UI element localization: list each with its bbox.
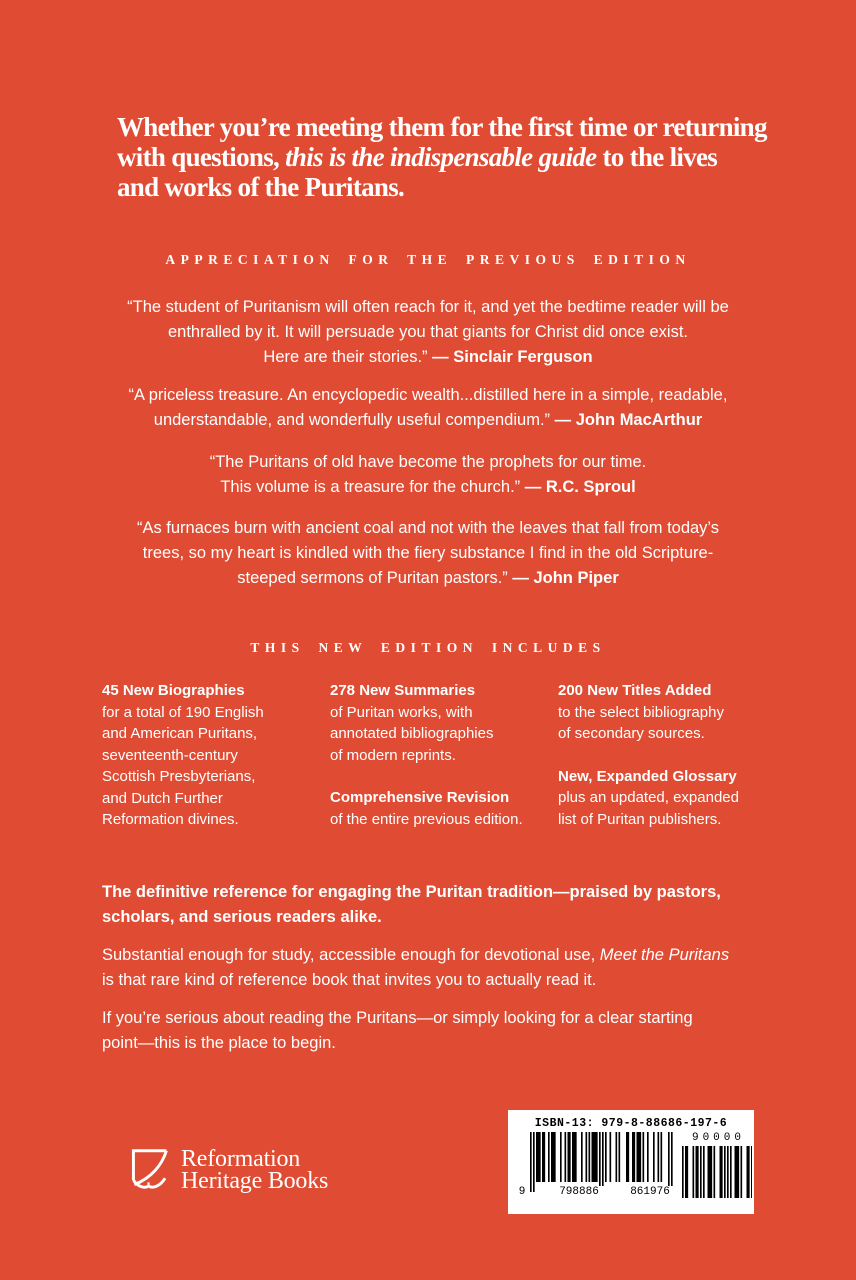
open-book-icon: [127, 1146, 171, 1194]
paragraph-text: Substantial enough for study, accessible enough for devotional use,: [102, 946, 600, 964]
barcode-digit-group: 9: [518, 1186, 526, 1198]
feature-line: of the entire previous edition.: [330, 810, 523, 828]
feature-item: [102, 680, 330, 831]
quote-attribution: — R.C. Sproul: [524, 478, 636, 496]
feature-line: and Dutch Further: [102, 789, 223, 807]
publisher-logo: [127, 1146, 328, 1194]
paragraph-line: [102, 943, 729, 968]
feature-line: annotated bibliographies: [330, 725, 494, 742]
column-new-titles: [558, 680, 768, 831]
quote-line: [0, 566, 856, 591]
addon-price-code: 90000: [691, 1132, 745, 1144]
quote-line: “As furnaces burn with ancient coal and not with the leaves that fall from today’s: [136, 519, 720, 537]
quote-text: understandable, and wonderfully useful compendium.”: [153, 411, 555, 429]
publisher-name-line: Reformation: [181, 1146, 301, 1172]
quote-line: [0, 345, 856, 370]
quote-line: enthralled by it. It will persuade you that giants for Christ did once exist.: [167, 323, 689, 341]
feature-line: list of Puritan publishers.: [558, 810, 722, 828]
quote-line: trees, so my heart is kindled with the fiery substance I find in the old Scripture-: [142, 544, 714, 562]
quote-attribution: — John MacArthur: [554, 411, 703, 429]
paragraph-line: The definitive reference for engaging the Puritan tradition—praised by pastors,: [102, 883, 721, 901]
quote-text: Here are their stories.”: [263, 348, 433, 366]
feature-line: to the select bibliography: [558, 703, 724, 721]
publisher-name: [181, 1148, 328, 1192]
quote-text: steeped sermons of Puritan pastors.”: [237, 569, 513, 587]
feature-line: plus an updated, expanded: [558, 789, 739, 806]
feature-line: Scottish Presbyterians,: [102, 768, 256, 785]
feature-line: of modern reprints.: [330, 746, 456, 764]
quote-attribution: — Sinclair Ferguson: [432, 348, 593, 366]
feature-title: 278 New Summaries: [330, 682, 476, 699]
feature-title: 200 New Titles Added: [558, 682, 712, 699]
publisher-name-line: Heritage Books: [181, 1168, 329, 1194]
quote-text: This volume is a treasure for the church.”: [220, 478, 525, 496]
quote-line: [0, 408, 856, 433]
barcode-panel: [508, 1110, 754, 1214]
headline-text: with questions,: [117, 142, 286, 172]
feature-line: for a total of 190 English: [102, 703, 264, 721]
feature-line: of secondary sources.: [558, 725, 705, 742]
quote-attribution: — John Piper: [512, 569, 619, 587]
quote-sinclair-ferguson: [0, 295, 856, 370]
headline-line: Whether you’re meeting them for the first time or returning: [117, 112, 767, 142]
quote-line: “The Puritans of old have become the prophets for our time.: [209, 453, 647, 471]
headline: [117, 112, 767, 202]
column-new-biographies: [102, 680, 330, 831]
new-edition-columns: [102, 680, 768, 831]
quote-line: “A priceless treasure. An encyclopedic wealth...distilled here in a simple, readable,: [128, 386, 728, 404]
ean13-barcode: [518, 1132, 673, 1198]
feature-item: [330, 787, 558, 830]
feature-line: of Puritan works, with: [330, 703, 473, 721]
barcode-digit-group: 798886: [549, 1186, 609, 1198]
quote-line: [0, 475, 856, 500]
headline-line: and works of the Puritans.: [117, 172, 405, 202]
feature-item: [558, 680, 768, 745]
closing-paragraph-bold: [102, 880, 729, 930]
feature-item: [558, 766, 768, 831]
paragraph-line: If you’re serious about reading the Puritans—or simply looking for a clear starting: [102, 1009, 693, 1027]
headline-italic-text: this is the indispensable guide: [285, 142, 597, 172]
headline-line: [117, 142, 767, 172]
book-title-italic: Meet the Puritans: [599, 946, 730, 964]
closing-paragraphs: [102, 880, 729, 1069]
paragraph-line: is that rare kind of reference book that invites you to actually read it.: [102, 971, 597, 989]
closing-paragraph: [102, 943, 729, 993]
quote-line: “The student of Puritanism will often reach for it, and yet the bedtime reader will be: [127, 298, 729, 316]
appreciation-section-header: APPRECIATION FOR THE PREVIOUS EDITION: [165, 252, 691, 267]
feature-item: [330, 680, 558, 766]
feature-title: New, Expanded Glossary: [558, 767, 737, 785]
quote-rc-sproul: [0, 450, 856, 500]
feature-title: 45 New Biographies: [102, 682, 245, 699]
column-new-summaries: [330, 680, 558, 831]
feature-title: Comprehensive Revision: [330, 789, 510, 806]
ean13-bars: [530, 1132, 673, 1192]
new-edition-section-header: THIS NEW EDITION INCLUDES: [250, 640, 606, 655]
barcode-bars-row: [508, 1132, 754, 1198]
paragraph-line: point—this is the place to begin.: [102, 1034, 336, 1052]
feature-line: seventeenth-century: [102, 746, 238, 764]
ean5-addon-barcode: [682, 1132, 752, 1198]
feature-line: Reformation divines.: [102, 811, 239, 828]
ean5-bars: [682, 1146, 753, 1198]
isbn-label: ISBN-13: 979-8-88686-197-6: [534, 1117, 728, 1130]
paragraph-line: scholars, and serious readers alike.: [102, 908, 382, 926]
feature-line: and American Puritans,: [102, 725, 258, 742]
quote-john-piper: [0, 516, 856, 591]
closing-paragraph: [102, 1006, 729, 1056]
barcode-digit-group: 861976: [620, 1186, 680, 1198]
quote-john-macarthur: [0, 383, 856, 433]
headline-text: to the lives: [596, 142, 718, 172]
